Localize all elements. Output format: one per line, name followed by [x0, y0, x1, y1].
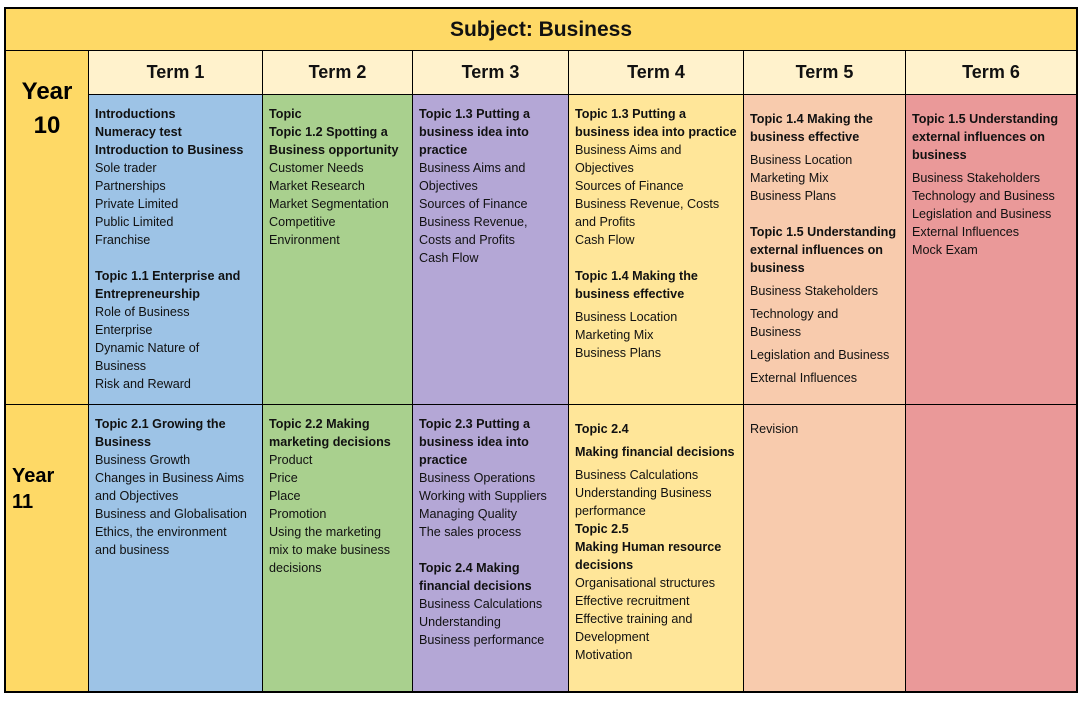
topic-item: Sources of Finance	[419, 197, 528, 211]
topic-item: Business Location	[575, 310, 678, 324]
topic-item: Private Limited	[95, 197, 179, 211]
topic-heading: marketing decisions	[269, 435, 391, 449]
spacer	[575, 249, 739, 267]
topic-item: Costs and Profits	[419, 233, 515, 247]
topic-item: Marketing Mix	[575, 328, 654, 342]
topic-item: Dynamic Nature of	[95, 341, 200, 355]
topic-heading: Topic 1.4 Making the	[575, 269, 698, 283]
topic-heading: Introductions	[95, 107, 176, 121]
topic-item: Price	[269, 471, 298, 485]
topic-item: Understanding	[419, 615, 501, 629]
topic-item: Technology and	[750, 307, 839, 321]
topic-item: Business Aims and	[575, 143, 682, 157]
topic-item: Objectives	[575, 161, 634, 175]
topic-heading: business idea into	[419, 435, 529, 449]
topic-item: Business	[750, 325, 802, 339]
topic-heading: decisions	[575, 558, 634, 572]
topic-heading: business	[750, 261, 805, 275]
topic-heading: Topic 2.4 Making	[419, 561, 520, 575]
year10-term2-cell	[263, 95, 413, 405]
term-4-header: Term 4	[569, 51, 744, 95]
topic-item: Competitive	[269, 215, 336, 229]
topic-item: Product	[269, 453, 313, 467]
topic-item: Business Stakeholders	[912, 171, 1041, 185]
spacer	[419, 541, 564, 559]
topic-heading: Topic 1.4 Making the	[750, 112, 873, 126]
topic-item: Promotion	[269, 507, 327, 521]
year-11-number: 11	[12, 491, 34, 513]
year11-term6-cell	[906, 405, 1076, 691]
topic-item: Objectives	[419, 179, 478, 193]
topic-item: Business Location	[750, 153, 853, 167]
topic-item: Revision	[750, 422, 799, 436]
topic-item: Customer Needs	[269, 161, 364, 175]
topic-item: Managing Quality	[419, 507, 518, 521]
topic-item: Working with Suppliers	[419, 489, 547, 503]
topic-item: and Objectives	[95, 489, 179, 503]
topic-item: mix to make business	[269, 543, 391, 557]
year11-term4-cell	[569, 405, 744, 691]
topic-item: decisions	[269, 561, 322, 575]
year11-term1-cell	[89, 405, 263, 691]
topic-heading: Topic 1.3 Putting a	[419, 107, 531, 121]
topic-heading: Topic 1.2 Spotting a	[269, 125, 388, 139]
topic-item: Organisational structures	[575, 576, 715, 590]
term-1-header: Term 1	[89, 51, 263, 95]
topic-heading: financial decisions	[419, 579, 532, 593]
year10-term1-cell	[89, 95, 263, 405]
topic-item: Market Segmentation	[269, 197, 389, 211]
topic-item: Business Calculations	[575, 468, 699, 482]
year-10-number: 10	[33, 112, 61, 139]
page-title: Subject: Business	[6, 9, 1076, 51]
topic-heading: external influences on	[912, 130, 1045, 144]
term-3-header: Term 3	[413, 51, 569, 95]
topic-item: External Influences	[750, 371, 858, 385]
year-11-label: Year	[12, 465, 55, 487]
topic-heading: Topic	[269, 107, 302, 121]
topic-item: Enterprise	[95, 323, 153, 337]
topic-heading: Topic 2.1 Growing the	[95, 417, 226, 431]
topic-item: External Influences	[912, 225, 1020, 239]
topic-item: The sales process	[419, 525, 522, 539]
term-5-header: Term 5	[744, 51, 906, 95]
topic-item: Effective recruitment	[575, 594, 690, 608]
curriculum-table	[4, 7, 1078, 693]
topic-item: Franchise	[95, 233, 151, 247]
topic-heading: business idea into	[419, 125, 529, 139]
topic-heading: business	[912, 148, 967, 162]
year10-term3-cell	[413, 95, 569, 405]
topic-item: Business performance	[419, 633, 545, 647]
topic-heading: Topic 1.1 Enterprise and	[95, 269, 241, 283]
topic-item: Effective training and	[575, 612, 693, 626]
topic-heading: Numeracy test	[95, 125, 182, 139]
term-6-header: Term 6	[906, 51, 1076, 95]
year10-term5-cell	[744, 95, 906, 405]
topic-item: Sources of Finance	[575, 179, 684, 193]
topic-item: Business Growth	[95, 453, 191, 467]
topic-heading: practice	[419, 143, 468, 157]
topic-item: Mock Exam	[912, 243, 978, 257]
topic-item: Business Plans	[750, 189, 837, 203]
topic-heading: business effective	[575, 287, 685, 301]
topic-heading: external influences on	[750, 243, 883, 257]
year-10-header	[6, 51, 89, 405]
topic-heading: Business	[95, 435, 151, 449]
topic-item: Motivation	[575, 648, 633, 662]
topic-item: Marketing Mix	[750, 171, 829, 185]
topic-item: Market Research	[269, 179, 365, 193]
topic-heading: Topic 1.5 Understanding	[750, 225, 897, 239]
topic-heading: Topic 1.5 Understanding	[912, 112, 1059, 126]
topic-heading: business idea into practice	[575, 125, 737, 139]
topic-heading: Business opportunity	[269, 143, 399, 157]
year11-term2-cell	[263, 405, 413, 691]
topic-heading: Making financial decisions	[575, 445, 735, 459]
topic-item: Partnerships	[95, 179, 166, 193]
topic-item: Role of Business	[95, 305, 190, 319]
topic-item: Understanding Business	[575, 486, 712, 500]
topic-item: Legislation and Business	[750, 348, 890, 362]
topic-heading: practice	[419, 453, 468, 467]
topic-heading: Topic 2.4	[575, 422, 629, 436]
topic-item: Using the marketing	[269, 525, 381, 539]
topic-heading: Topic 2.2 Making	[269, 417, 370, 431]
year11-term3-cell	[413, 405, 569, 691]
spacer	[95, 249, 258, 267]
topic-item: and Profits	[575, 215, 636, 229]
topic-item: Business Stakeholders	[750, 284, 879, 298]
year-11-header	[6, 405, 89, 691]
year11-term5-cell	[744, 405, 906, 691]
topic-item: Technology and Business	[912, 189, 1055, 203]
year-10-label: Year	[21, 78, 73, 105]
topic-item: Business Operations	[419, 471, 536, 485]
topic-item: Business Plans	[575, 346, 662, 360]
topic-heading: Introduction to Business	[95, 143, 244, 157]
topic-item: Cash Flow	[575, 233, 635, 247]
topic-item: Business Calculations	[419, 597, 543, 611]
topic-item: Business Aims and	[419, 161, 526, 175]
topic-item: Development	[575, 630, 650, 644]
topic-item: Risk and Reward	[95, 377, 191, 391]
year10-term6-cell	[906, 95, 1076, 405]
topic-heading: Topic 2.5	[575, 522, 629, 536]
topic-item: Business Revenue, Costs	[575, 197, 720, 211]
topic-item: Business Revenue,	[419, 215, 528, 229]
topic-item: Changes in Business Aims	[95, 471, 245, 485]
topic-item: and business	[95, 543, 170, 557]
topic-item: Ethics, the environment	[95, 525, 227, 539]
topic-item: Legislation and Business	[912, 207, 1052, 221]
topic-item: performance	[575, 504, 646, 518]
topic-item: Sole trader	[95, 161, 157, 175]
topic-item: Business and Globalisation	[95, 507, 247, 521]
topic-heading: Topic 2.3 Putting a	[419, 417, 531, 431]
spacer	[750, 205, 901, 223]
topic-item: Cash Flow	[419, 251, 479, 265]
topic-heading: Making Human resource	[575, 540, 722, 554]
topic-heading: Entrepreneurship	[95, 287, 200, 301]
year10-term4-cell	[569, 95, 744, 405]
topic-item: Public Limited	[95, 215, 174, 229]
topic-heading: Topic 1.3 Putting a	[575, 107, 687, 121]
term-2-header: Term 2	[263, 51, 413, 95]
topic-item: Environment	[269, 233, 340, 247]
topic-item: Business	[95, 359, 147, 373]
topic-heading: business effective	[750, 130, 860, 144]
topic-item: Place	[269, 489, 301, 503]
